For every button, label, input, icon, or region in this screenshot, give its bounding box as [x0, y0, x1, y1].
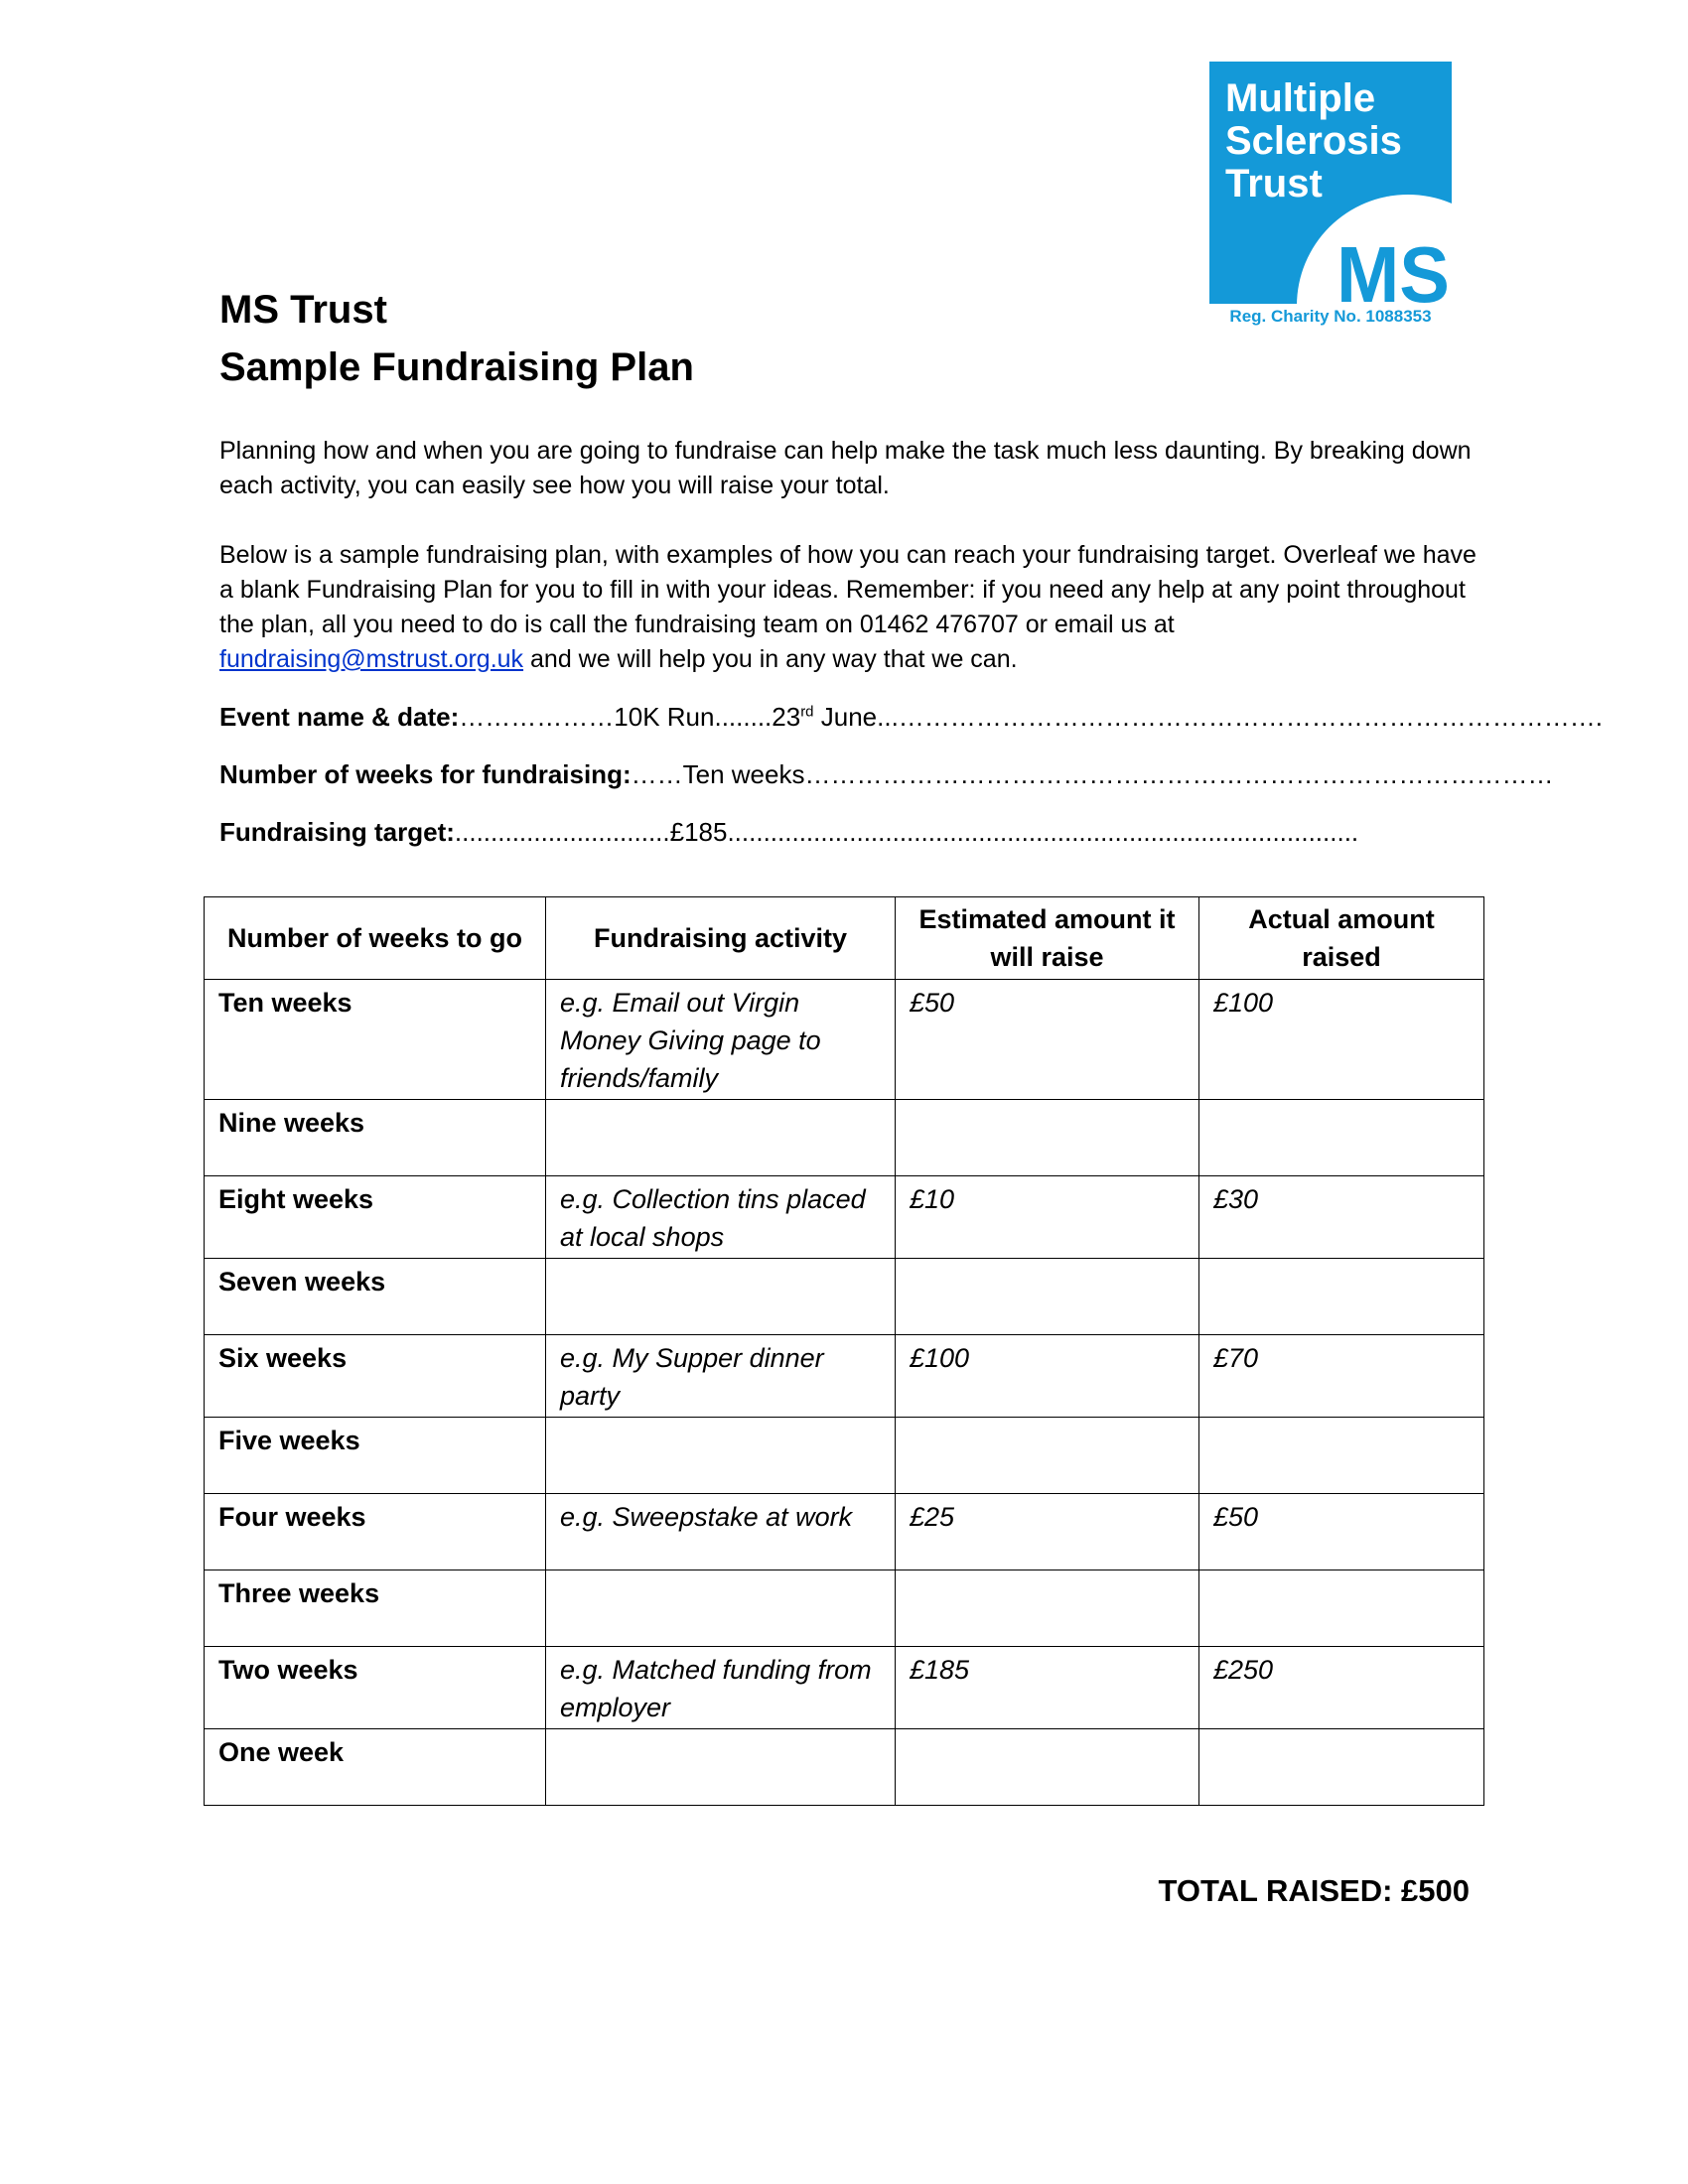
target-value: ..............................£185........................................................................................ — [454, 817, 1359, 847]
weeks-label: Number of weeks for fundraising: — [219, 759, 632, 789]
logo-line3: Trust — [1225, 162, 1323, 205]
actual-cell — [1199, 1418, 1484, 1494]
estimated-cell: £25 — [896, 1494, 1199, 1570]
actual-cell — [1199, 1100, 1484, 1176]
week-cell: Nine weeks — [205, 1100, 546, 1176]
actual-cell: £30 — [1199, 1176, 1484, 1259]
fundraising-plan-table — [204, 896, 1484, 1806]
weeks-value: ……Ten weeks…………………………………………………………………………… — [631, 759, 1554, 789]
logo-square — [1209, 62, 1452, 312]
estimated-cell: £100 — [896, 1335, 1199, 1418]
actual-cell: £250 — [1199, 1647, 1484, 1729]
estimated-cell — [896, 1570, 1199, 1647]
target-label: Fundraising target: — [219, 817, 455, 847]
event-value-pre: ………………10K Run........23 — [459, 702, 801, 732]
table-row — [205, 1570, 1484, 1647]
week-cell: Four weeks — [205, 1494, 546, 1570]
week-cell: Six weeks — [205, 1335, 546, 1418]
actual-cell: £70 — [1199, 1335, 1484, 1418]
activity-cell: e.g. Collection tins placed at local shops — [546, 1176, 896, 1259]
actual-cell: £50 — [1199, 1494, 1484, 1570]
email-link[interactable]: fundraising@mstrust.org.uk — [219, 645, 524, 673]
table-row — [205, 1418, 1484, 1494]
weeks-field — [219, 759, 1553, 790]
actual-cell — [1199, 1729, 1484, 1806]
week-cell: Three weeks — [205, 1570, 546, 1647]
table-row — [205, 980, 1484, 1100]
header-activity: Fundraising activity — [546, 897, 896, 980]
estimated-cell — [896, 1418, 1199, 1494]
charity-number: Reg. Charity No. 1088353 — [1229, 307, 1432, 326]
header-estimated: Estimated amount it will raise — [896, 897, 1199, 980]
intro-p2-text: Below is a sample fundraising plan, with examples of how you can reach your fundraising target. Overleaf we have a blank Fundraising Plan for you to fill in with your ideas. Remember: if you need any help at any point throughout the plan, all you need to do is call the fundraising team on 01462 476707 or email us at — [219, 541, 1477, 638]
estimated-cell: £10 — [896, 1176, 1199, 1259]
actual-cell — [1199, 1259, 1484, 1335]
title-line2: Sample Fundraising Plan — [219, 345, 694, 389]
activity-cell — [546, 1100, 896, 1176]
table-row — [205, 1494, 1484, 1570]
activity-cell: e.g. Matched funding from employer — [546, 1647, 896, 1729]
intro-paragraph-2 — [219, 538, 1478, 677]
estimated-cell — [896, 1729, 1199, 1806]
target-field — [219, 817, 1358, 848]
estimated-cell: £185 — [896, 1647, 1199, 1729]
week-cell: Two weeks — [205, 1647, 546, 1729]
intro-paragraph-1: Planning how and when you are going to fundraise can help make the task much less daunting. By breaking down each activity, you can easily see how you will raise your total. — [219, 437, 1472, 499]
event-label: Event name & date: — [219, 702, 460, 732]
table-row — [205, 1259, 1484, 1335]
week-cell: Seven weeks — [205, 1259, 546, 1335]
week-cell: Five weeks — [205, 1418, 546, 1494]
activity-cell — [546, 1259, 896, 1335]
table-row — [205, 1176, 1484, 1259]
table-row — [205, 1647, 1484, 1729]
activity-cell — [546, 1729, 896, 1806]
activity-cell: e.g. My Supper dinner party — [546, 1335, 896, 1418]
estimated-cell — [896, 1100, 1199, 1176]
title-line1: MS Trust — [219, 288, 387, 332]
event-field — [219, 702, 1603, 733]
page-title — [219, 281, 694, 396]
header-weeks: Number of weeks to go — [205, 897, 546, 980]
intro-p2-end: and we will help you in any way that we can. — [523, 645, 1018, 673]
activity-cell: e.g. Sweepstake at work — [546, 1494, 896, 1570]
table-header-row — [205, 897, 1484, 980]
header-actual: Actual amount raised — [1199, 897, 1484, 980]
table-row — [205, 1335, 1484, 1418]
actual-cell: £100 — [1199, 980, 1484, 1100]
total-raised: TOTAL RAISED: £500 — [1158, 1873, 1470, 1908]
table-row — [205, 1729, 1484, 1806]
table-row — [205, 1100, 1484, 1176]
ms-trust-logo — [1209, 62, 1452, 312]
actual-cell — [1199, 1570, 1484, 1647]
activity-cell — [546, 1418, 896, 1494]
estimated-cell: £50 — [896, 980, 1199, 1100]
activity-cell — [546, 1570, 896, 1647]
estimated-cell — [896, 1259, 1199, 1335]
week-cell: Ten weeks — [205, 980, 546, 1100]
logo-line1: Multiple — [1225, 76, 1376, 120]
event-value-post: June...………………………………………………………………………. — [813, 702, 1604, 732]
week-cell: One week — [205, 1729, 546, 1806]
logo-line2: Sclerosis — [1225, 119, 1402, 163]
week-cell: Eight weeks — [205, 1176, 546, 1259]
logo-ms-mark: MS — [1336, 230, 1450, 312]
activity-cell: e.g. Email out Virgin Money Giving page to friends/family — [546, 980, 896, 1100]
event-value-sup: rd — [800, 703, 814, 721]
